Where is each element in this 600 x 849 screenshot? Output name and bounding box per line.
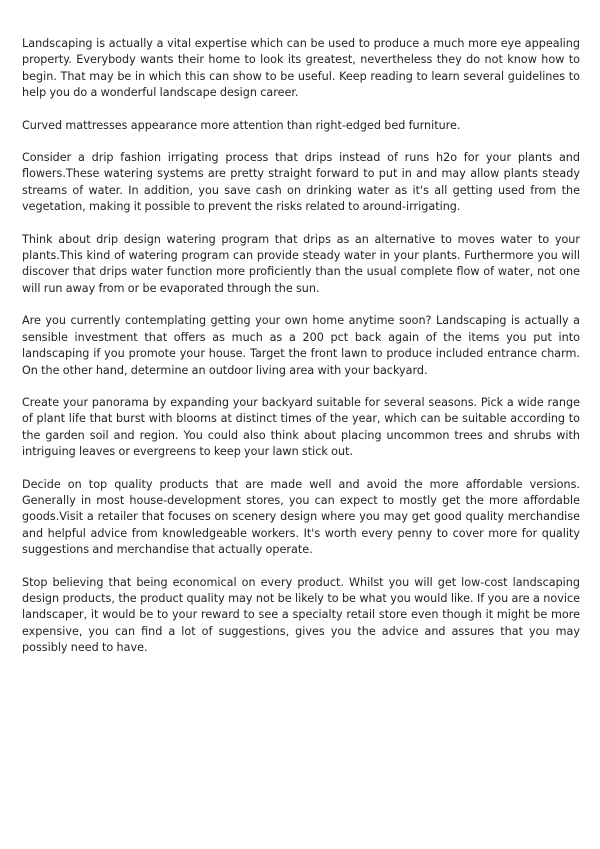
paragraph-curved-beds: Curved mattresses appearance more attention than right-edged bed furniture. [22,118,461,132]
paragraph-economical: Stop believing that being economical on every product. Whilst you will get low-cost landscaping design products, the product quality may not be likely to be what you would like. If you are a novice landscaper, it would be to your reward to see a specialty retail store even though it might be more expensive, you can find a lot of suggestions, gives you the advice and assures that you may possibly need to have. [22,575,580,655]
paragraph-drip-watering: Think about drip design watering program that drips as an alternative to moves water to your plants.This kind of watering program can provide steady water in your plants. Furthermore you will discover that drips water function more proficiently than the usual complete flow of water, not one will run away from or be evaporated through the sun. [22,232,580,295]
paragraph-quality-products: Decide on top quality products that are made well and avoid the more affordable versions. Generally in most house-development stores, you can expect to mostly get the more affordable goods.Visit a retailer that focuses on scenery design where you may get good quality merchandise and helpful advice from knowledgeable workers. It's worth every penny to cover more for quality suggestions and merchandise that actually operate. [22,477,580,557]
paragraph-drip-irrigation: Consider a drip fashion irrigating process that drips instead of runs h2o for your plants and flowers.These watering systems are pretty straight forward to put in and may allow plants steady streams of water. In addition, you save cash on drinking water as it's all getting used from the vegetation, making it possible to prevent the risks related to around-irrigating. [22,151,580,214]
paragraph-intro: Landscaping is actually a vital expertise which can be used to produce a much more eye appealing property. Everybody wants their home to look its greatest, nevertheless they do not know how to begin. That may be in which this can show to be useful. Keep reading to learn several guidelines to help you do a wonderful landscape design career. [22,37,580,100]
document-body [22,36,580,673]
paragraph-home-investment: Are you currently contemplating getting your own home anytime soon? Landscaping is actually a sensible investment that offers as much as a 200 pct back again of the items you put into landscaping if you promote your house. Target the front lawn to produce included entrance charm. On the other hand, determine an outdoor living area with your backyard. [22,314,580,377]
paragraph-seasons: Create your panorama by expanding your backyard suitable for several seasons. Pick a wide range of plant life that burst with blooms at distinct times of the year, which can be suitable according to the garden soil and region. You could also think about placing uncommon trees and shrubs with intriguing leaves or evergreens to keep your lawn stick out. [22,395,580,459]
